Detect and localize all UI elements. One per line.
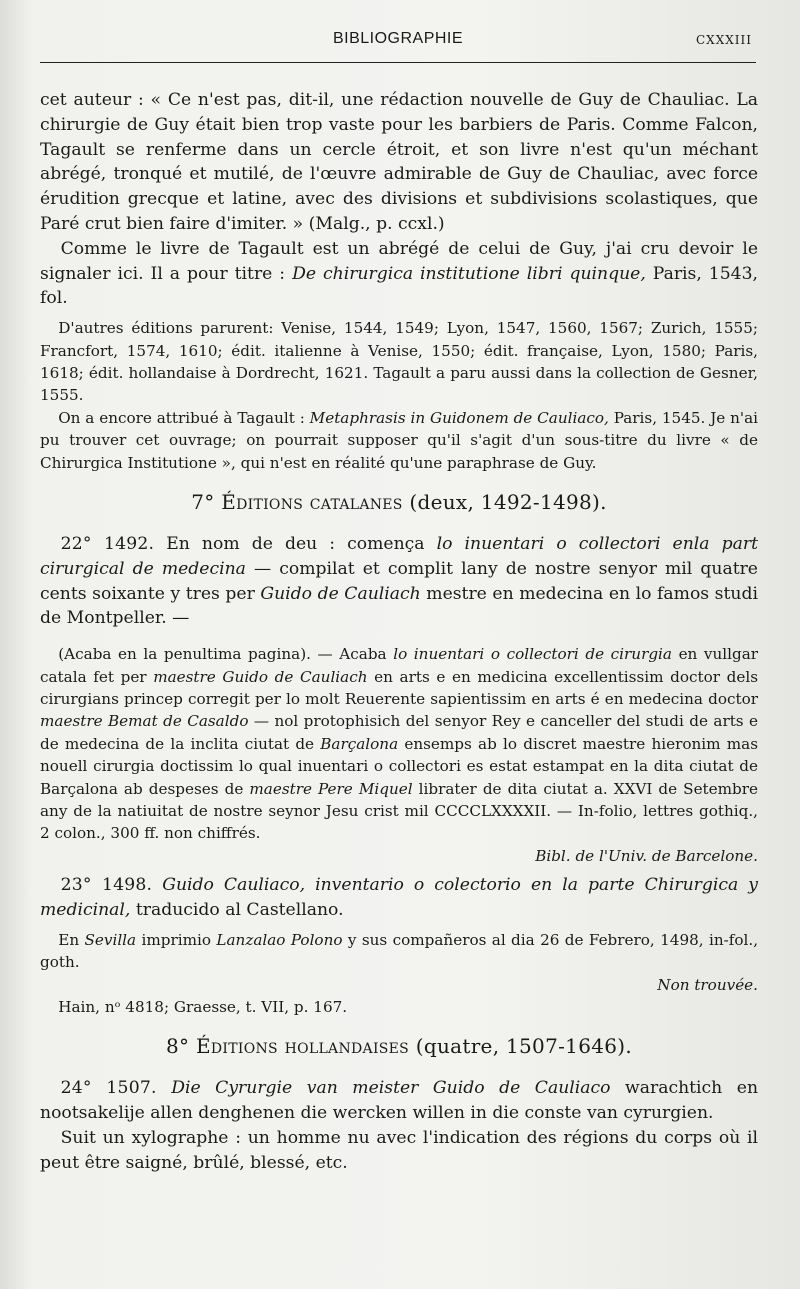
section-heading-dutch xyxy=(40,1032,758,1060)
tagault-title: De chirurgica institutione libri quinque, xyxy=(292,263,646,284)
entry-24-note: Suit un xylographe : un homme nu avec l'indication des régions du corps où il peut être saigné, brûlé, blessé, etc. xyxy=(40,1128,758,1173)
tagault-imprint: Paris, 1543, fol. xyxy=(40,263,759,309)
section-count: (quatre, 1507-1646). xyxy=(415,1034,633,1059)
running-title: BIBLIOGRAPHIE xyxy=(332,30,464,47)
other-editions-paragraph: D'autres éditions parurent: Venise, 1544, 1549; Lyon, 1547, 1560, 1567; Zurich, 1555; Francfort, 1574, 1610; édit. italienne à Venise, 1550; édit. française, Lyon, 1580; Paris, 1618; édit. hollandaise à Dordrecht, 1621. Tagault a paru aussi dans la collection de Gesner, 1555. xyxy=(40,319,758,405)
entry-text: — compilat et complit lany de nostre senyor mil quatre cents soixante y tres per xyxy=(40,558,758,604)
header-rule xyxy=(40,62,756,63)
entry-24-title xyxy=(40,1076,758,1126)
entry-italic-title: Guido Cauliaco, inventario o colectorio en la parte Chirurgica y medicinal, xyxy=(40,875,758,921)
desc-text: (Acaba en la penultima pagina). — Acaba xyxy=(58,645,387,664)
entry-author: Guido de Cauliach xyxy=(260,583,421,604)
entry-number: 24° 1507. xyxy=(60,1078,157,1099)
metaphrasis-text-b: Paris, 1545. Je n'ai pu trouver cet ouvrage; on pourrait supposer qu'il s'agit d'un sous-titre du livre « de Chirurgica Institutione », qui n'est en réalité qu'une paraphrase de Guy. xyxy=(40,408,758,472)
desc-text: en vullgar catala fet per xyxy=(40,645,759,686)
entry-23-title xyxy=(40,873,758,923)
library-location: Bibl. de l'Univ. de Barcelone. xyxy=(535,846,758,865)
desc-text: En xyxy=(58,930,80,949)
entry-number: 23° 1498. xyxy=(60,875,153,896)
desc-italic: Lanzalao Polono xyxy=(216,930,343,949)
entry-22-title xyxy=(40,532,758,631)
entry-italic-title: Die Cyrurgie van meister Guido de Cauliaco xyxy=(171,1078,611,1099)
desc-italic: maestre Guido de Cauliach xyxy=(153,667,368,686)
entry-23-reference: Hain, nᵒ 4818; Graesse, t. VII, p. 167. xyxy=(58,998,348,1017)
desc-text: — nol protophisich del senyor Rey e canceller del studi de arts e de medecina de la inclita ciutat de xyxy=(40,712,758,753)
page-body xyxy=(40,88,758,1176)
desc-text: librater de dita ciutat a. XXVI de Setembre any de la natiuitat de nostre seynor Jesu crist mil CCCCLXXXXII. — In-folio, lettres gothiq., 2 colon., 300 ff. non chiffrés. xyxy=(40,779,759,843)
desc-italic: Barçalona xyxy=(320,734,399,753)
entry-number: 22° 1492. xyxy=(60,534,155,555)
section-count: (deux, 1492-1498). xyxy=(409,490,607,515)
entry-23-status xyxy=(40,974,758,996)
metaphrasis-text-a: On a encore attribué à Tagault : xyxy=(58,408,305,427)
entry-text: mestre en medecina en lo famos studi de Montpeller. — xyxy=(40,583,758,629)
page-number: CXXXIII xyxy=(695,33,752,47)
desc-text: y sus compañeros al dia 26 de Febrero, 1498, in-fol., goth. xyxy=(40,930,759,972)
page-header xyxy=(40,28,756,68)
section-heading-catalan xyxy=(40,488,758,516)
metaphrasis-title: Metaphrasis in Guidonem de Cauliaco, xyxy=(309,408,609,427)
malgaigne-quote: cet auteur : « Ce n'est pas, dit-il, une rédaction nouvelle de Guy de Chauliac. La chirurgie de Guy était bien trop vaste pour les barbiers de Paris. Comme Falcon, Tagault se renferme dans un cercle étroit, et son livre n'est qu'un méchant abrégé, tronqué et mutilé, de l'œuvre admirable de Guy de Chauliac, avec force érudition grecque et latine, avec des divisions et subdivisions scolastiques, que Paré crut bien faire d'imiter. » (Malg., p. ccxl.) xyxy=(40,90,758,234)
section-number: 8° xyxy=(165,1034,190,1059)
entry-23-imprint xyxy=(40,929,758,974)
tagault-text: Comme le livre de Tagault est un abrégé de celui de Guy, j'ai cru devoir le signaler ici. Il a pour titre : xyxy=(40,238,758,284)
desc-italic: maestre Bemat de Casaldo xyxy=(40,712,249,731)
entry-22-description xyxy=(40,643,758,845)
tagault-paragraph xyxy=(40,237,758,311)
entry-text: traducido al Castellano. xyxy=(135,900,344,921)
desc-text: imprimio xyxy=(141,930,212,949)
section-number: 7° xyxy=(191,490,215,515)
metaphrasis-paragraph xyxy=(40,407,758,474)
desc-text: ensemps ab lo discret maestre hieronim mas nouell cirurgia doctissim lo qual inuentari o collectori es estat estampat en la dita ciutat de Barçalona ab despeses de xyxy=(40,734,759,798)
entry-italic-title: lo inuentari o collectori enla part cirurgical de medecina xyxy=(40,534,758,579)
section-title: Éditions hollandaises xyxy=(195,1034,410,1059)
section-title: Éditions catalanes xyxy=(221,490,403,515)
entry-22-location xyxy=(40,845,758,867)
desc-italic: lo inuentari o collectori de cirurgia xyxy=(393,645,672,664)
desc-text: en arts e en medicina excellentissim doctor dels cirurgians princep corregit per lo molt Reuerente sapientissim en arts é en medecina doctor xyxy=(40,667,758,709)
desc-italic: maestre Pere Miquel xyxy=(249,779,413,798)
status-note: Non trouvée. xyxy=(657,975,758,994)
entry-text: En nom de deu : comença xyxy=(166,534,425,555)
entry-text: warachtich en nootsakelije allen denghenen die wercken willen in die conste van cyrurgien. xyxy=(40,1078,759,1124)
desc-italic: Sevilla xyxy=(84,930,137,949)
